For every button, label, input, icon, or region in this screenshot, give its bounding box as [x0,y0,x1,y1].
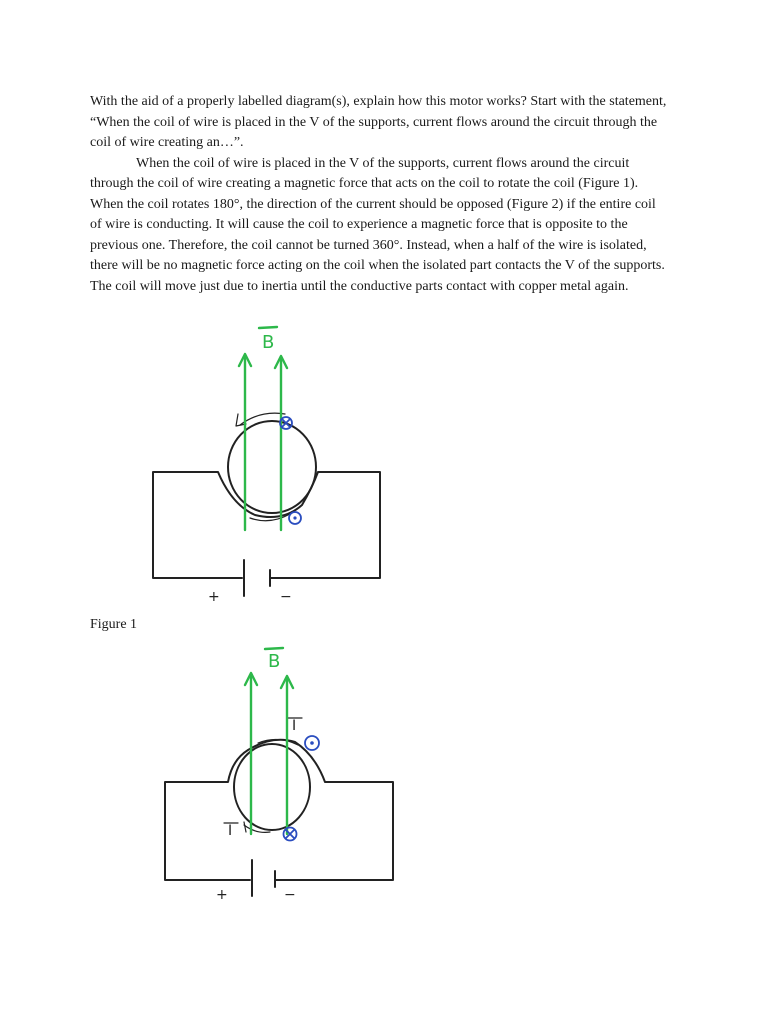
dot-mark [310,741,314,745]
plus-sign: + [208,589,220,605]
plus-sign: + [216,887,228,903]
current-label-bottom: I [228,823,233,839]
current-label-top: I [292,718,297,734]
vector-bar [265,648,283,649]
field-label-b: B [268,651,281,672]
field-label-b: B [262,332,275,353]
figure-2-diagram [0,640,768,910]
document-body [90,92,670,297]
minus-sign: − [284,887,296,903]
coil [234,744,310,830]
dot-mark [293,516,296,519]
question-paragraph: With the aid of a properly labelled diagram(s), explain how this motor works? Start with the statement, “When the coil of wire is placed in the V of the supports, current flows around the circuit through the coil of wire creating an…”. [90,94,667,150]
answer-paragraph: When the coil of wire is placed in the V of the supports, current flows around the circuit through the coil of wire creating a magnetic force that acts on the coil to rotate the coil (Figure 1). When the coil rotates 180°, the direction of the current should be opposed (Figure 2) if the entire coil of wire is conducting. It will cause the coil to experience a magnetic force that is opposite to the previous one. Therefore, the coil cannot be turned 360°. Instead, when a half of the wire is isolated, there will be no magnetic force acting on the coil when the isolated part contacts the V of the supports. The coil will move just due to inertia until the conductive parts contact with copper metal again. [90,155,665,294]
motion-mark [244,822,246,832]
coil [228,421,316,513]
motion-arc-top [240,413,285,425]
circuit-wire [165,740,393,880]
vector-bar [259,327,277,328]
figure-1-diagram [0,320,768,610]
circuit-wire [153,472,380,578]
minus-sign: − [280,589,292,605]
figure-1-caption: Figure 1 [90,617,138,632]
